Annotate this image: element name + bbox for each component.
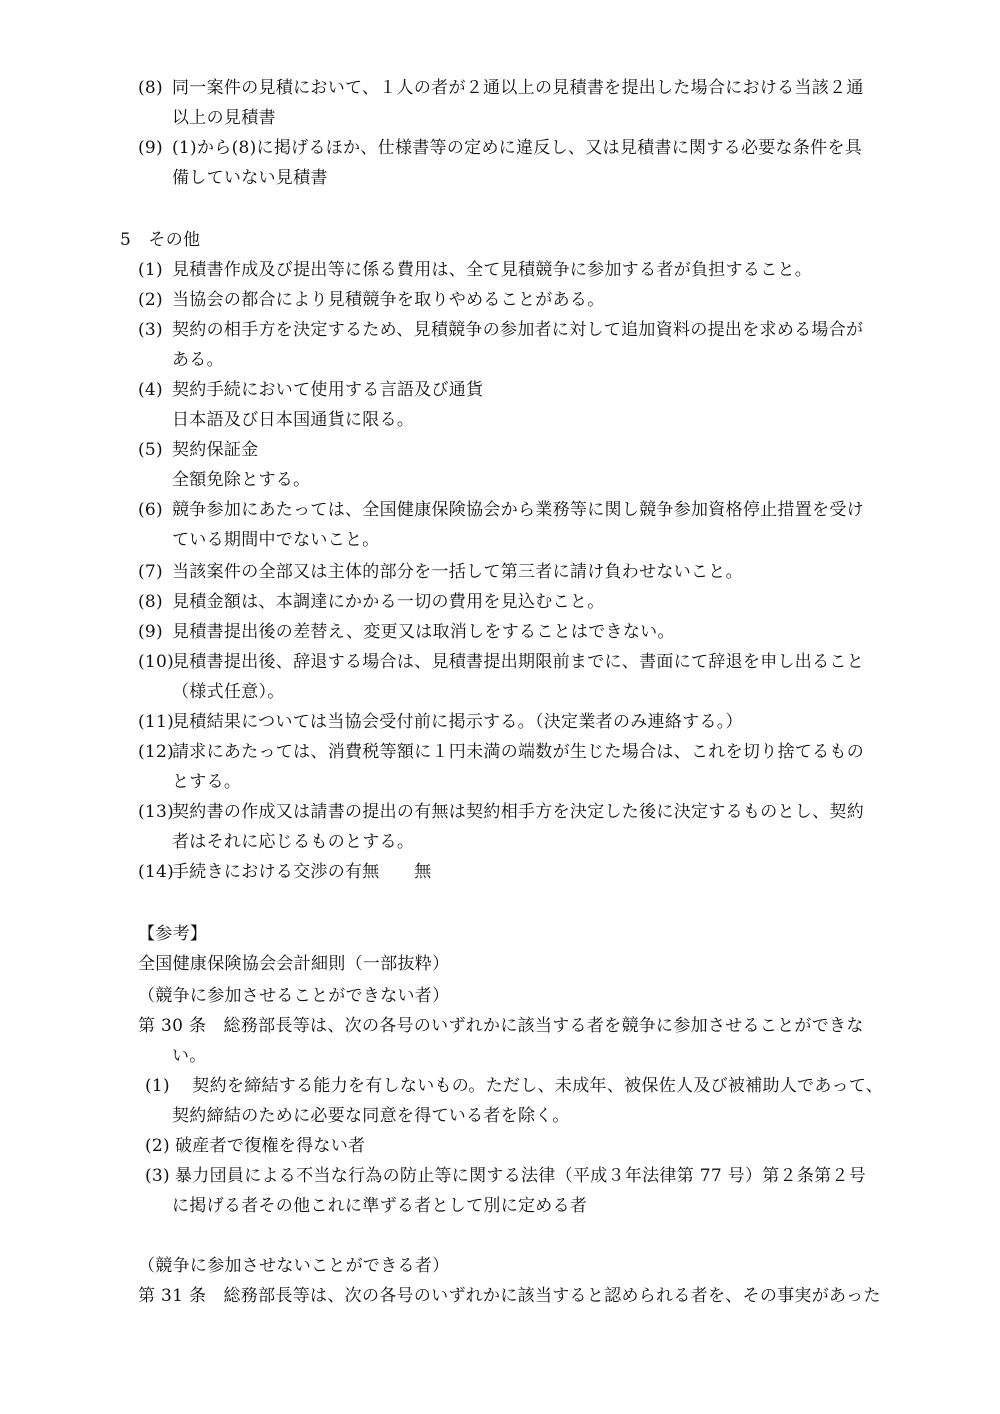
s5-item-11: (11)見積結果については当協会受付前に掲示する。（決定業者のみ連絡する。） (138, 712, 743, 732)
section-5-heading: 5 その他 (120, 230, 201, 250)
art30-item-2: (2) 破産者で復権を得ない者 (145, 1136, 366, 1156)
s5-item-9: (9) 見積書提出後の差替え、変更又は取消しをすることはできない。 (138, 622, 675, 642)
s5-item-13-line1: (13)契約書の作成又は請書の提出の有無は契約相手方を決定した後に決定するものとし、契約 (138, 802, 864, 822)
item-8-line1: (8) 同一案件の見積において、１人の者が２通以上の見積書を提出した場合における当該２通 (138, 78, 864, 98)
s5-item-4-line2: 日本語及び日本国通貨に限る。 (172, 410, 415, 430)
item-9-line1: (9) (1)から(8)に掲げるほか、仕様書等の定めに違反し、又は見積書に関する必要な条件を具 (138, 138, 863, 158)
s5-item-12-line1: (12)請求にあたっては、消費税等額に１円未満の端数が生じた場合は、これを切り捨てるもの (138, 742, 864, 762)
s5-item-6-line1: (6) 競争参加にあたっては、全国健康保険協会から業務等に関し競争参加資格停止措置を受け (138, 500, 864, 520)
reference-heading: 【参考】 (138, 924, 208, 944)
s5-item-12-line2: とする。 (172, 772, 242, 792)
s5-item-8: (8) 見積金額は、本調達にかかる一切の費用を見込むこと。 (138, 592, 605, 612)
reference-source: 全国健康保険協会会計細則（一部抜粋） (138, 954, 450, 974)
art30-caption: （競争に参加させることができない者） (138, 986, 450, 1006)
art30-item-1-line2: 契約締結のために必要な同意を得ている者を除く。 (172, 1106, 570, 1126)
s5-item-5-line2: 全額免除とする。 (172, 470, 311, 490)
s5-item-5-line1: (5) 契約保証金 (138, 440, 259, 460)
s5-item-3-line1: (3) 契約の相手方を決定するため、見積競争の参加者に対して追加資料の提出を求める場合が (138, 320, 864, 340)
art30-item-3-line1: (3) 暴力団員による不当な行為の防止等に関する法律（平成３年法律第 77 号）第２条第２号 (145, 1166, 867, 1186)
item-8-line2: 以上の見積書 (172, 108, 276, 128)
art30-line2: い。 (172, 1046, 207, 1066)
art31-caption: （競争に参加させないことができる者） (138, 1256, 450, 1276)
art30-item-3-line2: に掲げる者その他これに準ずる者として別に定める者 (172, 1196, 588, 1216)
s5-item-10-line1: (10)見積書提出後、辞退する場合は、見積書提出期限前までに、書面にて辞退を申し出ること (138, 652, 864, 672)
s5-item-6-line2: ている期間中でないこと。 (172, 530, 380, 550)
s5-item-1: (1) 見積書作成及び提出等に係る費用は、全て見積競争に参加する者が負担すること。 (138, 260, 813, 280)
s5-item-4-line1: (4) 契約手続において使用する言語及び通貨 (138, 380, 484, 400)
s5-item-7: (7) 当該案件の全部又は主体的部分を一括して第三者に請け負わせないこと。 (138, 562, 743, 582)
art30-item-1-line1: (1) 契約を締結する能力を有しないもの。ただし、未成年、被保佐人及び被補助人であって、 (145, 1076, 884, 1096)
art31-line1: 第 31 条 総務部長等は、次の各号のいずれかに該当すると認められる者を、その事実があった (138, 1286, 881, 1306)
s5-item-3-line2: ある。 (172, 350, 224, 370)
art30-line1: 第 30 条 総務部長等は、次の各号のいずれかに該当する者を競争に参加させることができな (138, 1016, 864, 1036)
s5-item-13-line2: 者はそれに応じるものとする。 (172, 832, 415, 852)
s5-item-14: (14)手続きにおける交渉の有無 無 (138, 862, 432, 882)
s5-item-2: (2) 当協会の都合により見積競争を取りやめることがある。 (138, 290, 605, 310)
item-9-line2: 備していない見積書 (172, 168, 328, 188)
s5-item-10-line2: （様式任意）。 (172, 682, 285, 702)
